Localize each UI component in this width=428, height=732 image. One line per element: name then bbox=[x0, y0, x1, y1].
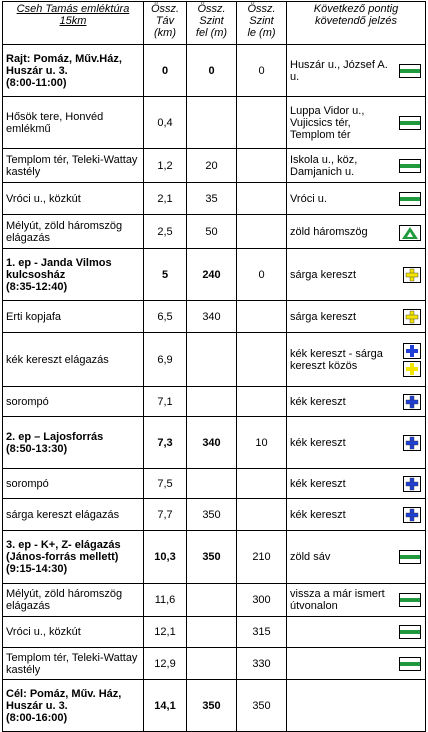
mark-cell bbox=[287, 301, 426, 333]
table-row bbox=[3, 648, 426, 680]
descent-cell bbox=[237, 333, 287, 387]
open-time: (9:15-14:30) bbox=[6, 563, 68, 575]
distance-cell: 7,1 bbox=[144, 387, 187, 417]
climb-cell: 35 bbox=[187, 183, 237, 215]
place-cell bbox=[3, 617, 144, 648]
header-climb bbox=[187, 2, 237, 45]
climb-cell: 350 bbox=[187, 531, 237, 584]
place-cell bbox=[3, 387, 144, 417]
climb-cell: 340 bbox=[187, 301, 237, 333]
distance-cell: 7,5 bbox=[144, 469, 187, 499]
place-cell bbox=[3, 215, 144, 249]
table-row bbox=[3, 531, 426, 584]
mark-cell bbox=[287, 469, 426, 499]
descent-cell: 300 bbox=[237, 584, 287, 617]
descent-cell bbox=[237, 469, 287, 499]
place-name: Erti kopjafa bbox=[6, 310, 62, 323]
place-cell bbox=[3, 301, 144, 333]
place-name: sárga kereszt elágazás bbox=[6, 508, 120, 521]
descent-cell bbox=[237, 215, 287, 249]
place-cell bbox=[3, 249, 144, 301]
title-line2: 15km bbox=[59, 15, 87, 27]
table-row bbox=[3, 215, 426, 249]
header-mark-l1: Következő pontig bbox=[313, 3, 399, 15]
place-cell bbox=[3, 499, 144, 531]
mark-cell bbox=[287, 499, 426, 531]
table-row bbox=[3, 183, 426, 215]
descent-cell: 10 bbox=[237, 417, 287, 469]
table-row bbox=[3, 97, 426, 149]
route-table bbox=[2, 1, 426, 732]
place-name: 3. ep - K+, Z- elágazás (János-forrás mellett) bbox=[6, 539, 121, 563]
place-cell bbox=[3, 531, 144, 584]
mark-cell bbox=[287, 680, 426, 732]
green-stripe-icon bbox=[399, 116, 421, 130]
descent-cell: 315 bbox=[237, 617, 287, 648]
distance-cell: 7,7 bbox=[144, 499, 187, 531]
descent-cell bbox=[237, 183, 287, 215]
blue-yellow-cross-icon bbox=[403, 343, 421, 377]
open-time: (8:00-16:00) bbox=[6, 711, 68, 724]
mark-text: kék kereszt bbox=[290, 477, 346, 490]
mark-cell bbox=[287, 387, 426, 417]
green-stripe-icon bbox=[399, 593, 421, 607]
mark-text: vissza a már ismert útvonalon bbox=[290, 588, 385, 612]
header-climb-l1: Össz. bbox=[197, 3, 226, 15]
climb-cell bbox=[187, 387, 237, 417]
mark-cell bbox=[287, 149, 426, 183]
mark-cell bbox=[287, 531, 426, 584]
climb-cell: 240 bbox=[187, 249, 237, 301]
table-row bbox=[3, 387, 426, 417]
mark-cell bbox=[287, 97, 426, 149]
mark-text: Iskola u., köz, Damjanich u. bbox=[290, 153, 358, 178]
header-distance bbox=[144, 2, 187, 45]
place-name: sorompó bbox=[6, 395, 49, 408]
distance-cell: 0 bbox=[144, 45, 187, 97]
header-descent bbox=[237, 2, 287, 45]
mark-cell bbox=[287, 617, 426, 648]
mark-cell bbox=[287, 584, 426, 617]
place-cell bbox=[3, 149, 144, 183]
open-time: (8:00-11:00) bbox=[6, 76, 67, 89]
climb-cell bbox=[187, 469, 237, 499]
place-name: Vróci u., közkút bbox=[6, 626, 81, 638]
table-row bbox=[3, 469, 426, 499]
place-name: Hősök tere, Honvéd emlékmű bbox=[6, 110, 104, 135]
descent-cell: 0 bbox=[237, 45, 287, 97]
place-name: Vróci u., közkút bbox=[6, 192, 81, 205]
climb-cell: 50 bbox=[187, 215, 237, 249]
header-mark bbox=[287, 2, 426, 45]
place-cell bbox=[3, 183, 144, 215]
descent-cell bbox=[237, 387, 287, 417]
mark-text: zöld sáv bbox=[290, 551, 331, 563]
green-triangle-icon bbox=[399, 225, 421, 239]
green-stripe-icon bbox=[399, 192, 421, 206]
blue-cross-icon bbox=[403, 476, 421, 492]
place-name: sorompó bbox=[6, 477, 49, 490]
distance-cell: 7,3 bbox=[144, 417, 187, 469]
place-name: Rajt: Pomáz, Műv.Ház, Huszár u. 3. bbox=[6, 52, 122, 77]
descent-cell bbox=[237, 149, 287, 183]
place-cell bbox=[3, 45, 144, 97]
distance-cell: 12,1 bbox=[144, 617, 187, 648]
place-cell bbox=[3, 680, 144, 732]
place-name: 2. ep – Lajosforrás bbox=[6, 430, 104, 443]
mark-text: sárga kereszt bbox=[290, 310, 357, 323]
header-distance-l1: Össz. bbox=[150, 3, 180, 15]
climb-cell: 20 bbox=[187, 149, 237, 183]
header-distance-l2: Táv bbox=[155, 15, 175, 27]
table-row bbox=[3, 617, 426, 648]
header-descent-l3: le (m) bbox=[247, 27, 276, 39]
climb-cell bbox=[187, 333, 237, 387]
header-title bbox=[3, 2, 144, 45]
green-stripe-icon bbox=[399, 625, 421, 639]
header-climb-l2: Szint bbox=[199, 15, 224, 27]
mark-text: kék kereszt - sárga kereszt közös bbox=[290, 347, 383, 372]
yellow-cross-icon bbox=[403, 309, 421, 325]
place-name: Mélyút, zöld háromszög elágazás bbox=[6, 588, 123, 612]
mark-text: sárga kereszt bbox=[290, 268, 357, 281]
title-line1: Cseh Tamás emléktúra bbox=[16, 3, 130, 15]
table-row bbox=[3, 301, 426, 333]
place-cell bbox=[3, 648, 144, 680]
mark-text: Luppa Vidor u., Vujicsics tér, Templom tér bbox=[290, 104, 365, 141]
distance-cell: 1,2 bbox=[144, 149, 187, 183]
distance-cell: 2,1 bbox=[144, 183, 187, 215]
descent-cell bbox=[237, 301, 287, 333]
green-stripe-icon bbox=[399, 550, 421, 564]
table-row bbox=[3, 417, 426, 469]
mark-text: zöld háromszög bbox=[290, 225, 368, 238]
place-cell bbox=[3, 584, 144, 617]
place-cell bbox=[3, 333, 144, 387]
climb-cell: 350 bbox=[187, 499, 237, 531]
header-descent-l2: Szint bbox=[249, 15, 274, 27]
mark-text: Vróci u. bbox=[290, 192, 327, 205]
mark-cell bbox=[287, 249, 426, 301]
climb-cell: 0 bbox=[187, 45, 237, 97]
open-time: (8:50-13:30) bbox=[6, 442, 68, 455]
table-row bbox=[3, 584, 426, 617]
mark-cell bbox=[287, 333, 426, 387]
blue-cross-icon bbox=[403, 507, 421, 523]
mark-text: kék kereszt bbox=[290, 436, 346, 449]
climb-cell bbox=[187, 617, 237, 648]
mark-text: kék kereszt bbox=[290, 508, 346, 521]
header-distance-l3: (km) bbox=[154, 27, 176, 39]
mark-cell bbox=[287, 648, 426, 680]
table-row bbox=[3, 680, 426, 732]
place-name: Templom tér, Teleki-Wattay kastély bbox=[6, 153, 138, 178]
blue-cross-icon bbox=[403, 394, 421, 410]
mark-text: kék kereszt bbox=[290, 395, 346, 408]
descent-cell bbox=[237, 97, 287, 149]
descent-cell: 350 bbox=[237, 680, 287, 732]
climb-cell bbox=[187, 97, 237, 149]
place-name: kék kereszt elágazás bbox=[6, 353, 109, 366]
distance-cell: 11,6 bbox=[144, 584, 187, 617]
descent-cell bbox=[237, 499, 287, 531]
place-cell bbox=[3, 417, 144, 469]
distance-cell: 10,3 bbox=[144, 531, 187, 584]
place-name: 1. ep - Janda Vilmos kulcsosház bbox=[6, 256, 112, 281]
descent-cell: 210 bbox=[237, 531, 287, 584]
mark-cell bbox=[287, 183, 426, 215]
climb-cell: 350 bbox=[187, 680, 237, 732]
place-name: Mélyút, zöld háromszög elágazás bbox=[6, 219, 123, 244]
blue-cross-icon bbox=[403, 435, 421, 451]
climb-cell bbox=[187, 648, 237, 680]
header-descent-l1: Össz. bbox=[247, 3, 276, 15]
table-row bbox=[3, 333, 426, 387]
climb-cell: 340 bbox=[187, 417, 237, 469]
climb-cell bbox=[187, 584, 237, 617]
green-stripe-icon bbox=[399, 64, 421, 78]
table-row bbox=[3, 45, 426, 97]
open-time: (8:35-12:40) bbox=[6, 280, 68, 293]
header-mark-l2: követendő jelzés bbox=[315, 15, 397, 27]
header-climb-l3: fel (m) bbox=[195, 27, 228, 39]
green-stripe-icon bbox=[399, 657, 421, 671]
place-name: Cél: Pomáz, Műv. Ház, Huszár u. 3. bbox=[6, 687, 122, 712]
place-cell bbox=[3, 469, 144, 499]
descent-cell: 330 bbox=[237, 648, 287, 680]
distance-cell: 2,5 bbox=[144, 215, 187, 249]
distance-cell: 0,4 bbox=[144, 97, 187, 149]
mark-cell bbox=[287, 215, 426, 249]
place-name: Templom tér, Teleki-Wattay kastély bbox=[6, 651, 138, 676]
mark-text: Huszár u., József A. u. bbox=[290, 58, 388, 83]
mark-cell bbox=[287, 417, 426, 469]
distance-cell: 6,9 bbox=[144, 333, 187, 387]
distance-cell: 12,9 bbox=[144, 648, 187, 680]
place-cell bbox=[3, 97, 144, 149]
distance-cell: 6,5 bbox=[144, 301, 187, 333]
distance-cell: 5 bbox=[144, 249, 187, 301]
green-stripe-icon bbox=[399, 159, 421, 173]
yellow-cross-icon bbox=[403, 267, 421, 283]
descent-cell: 0 bbox=[237, 249, 287, 301]
table-row bbox=[3, 249, 426, 301]
table-row bbox=[3, 499, 426, 531]
header-row bbox=[3, 2, 426, 45]
table-row bbox=[3, 149, 426, 183]
mark-cell bbox=[287, 45, 426, 97]
distance-cell: 14,1 bbox=[144, 680, 187, 732]
